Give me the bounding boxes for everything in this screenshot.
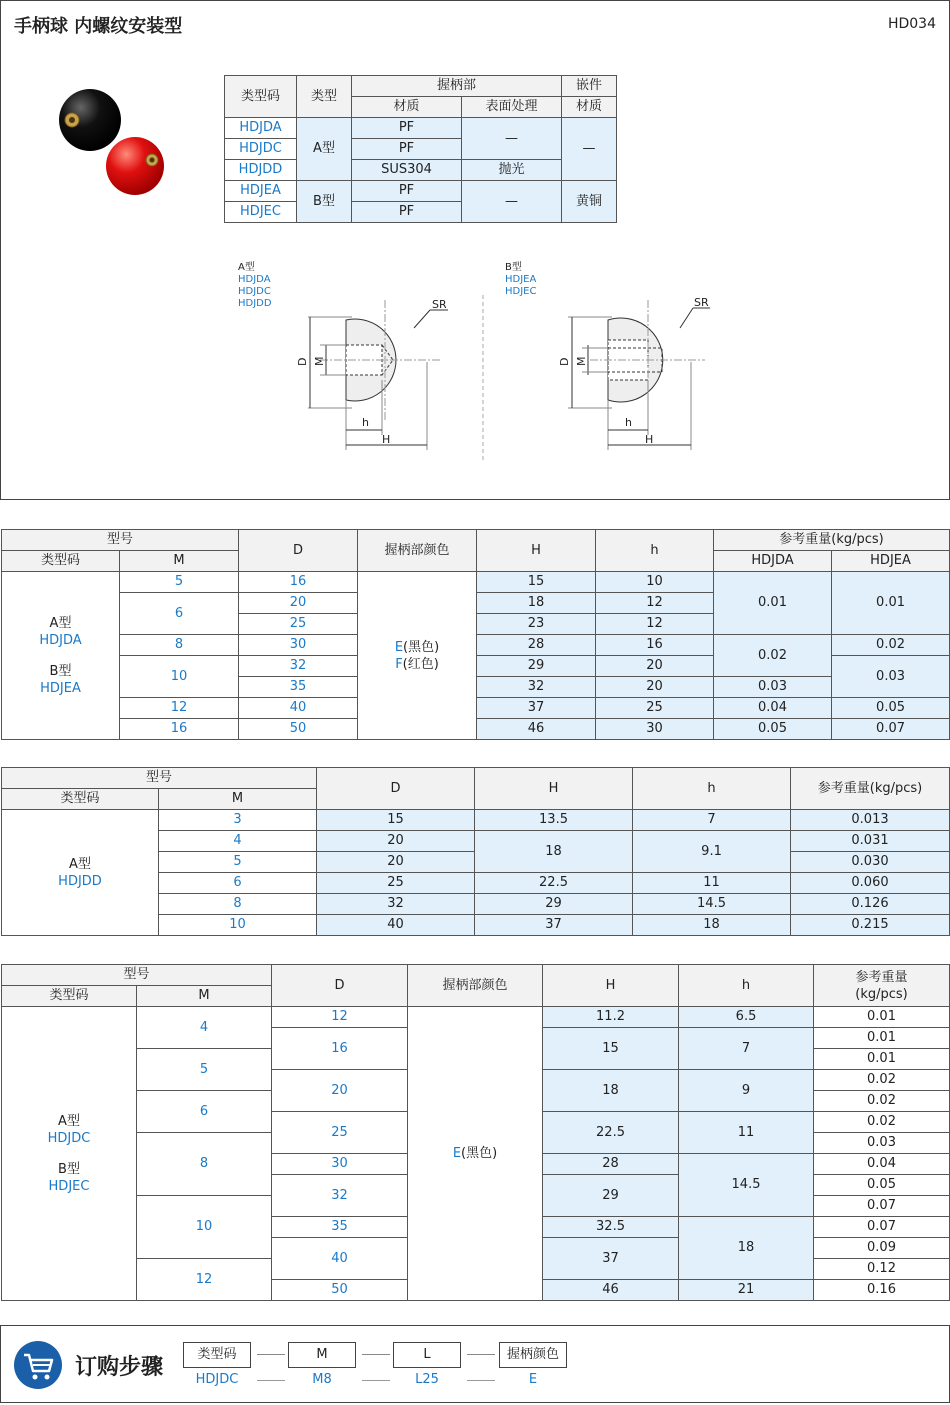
d-cell: 50 xyxy=(239,719,358,740)
m-cell: 3 xyxy=(159,810,317,831)
w2-cell: 0.03 xyxy=(832,656,950,698)
d-cell: 16 xyxy=(239,572,358,593)
w1-cell: 0.03 xyxy=(714,677,832,698)
h-cell: 21 xyxy=(679,1280,814,1301)
type-label: B型 xyxy=(58,1161,80,1177)
type-code: HDJDA xyxy=(39,632,82,648)
type-code: HDJDC xyxy=(47,1130,91,1146)
d-cell: 50 xyxy=(272,1280,408,1301)
w-cell: 0.12 xyxy=(814,1259,950,1280)
H-cell: 18 xyxy=(475,831,633,873)
col-weight-line: (kg/pcs) xyxy=(855,986,908,1002)
d-cell: 20 xyxy=(239,593,358,614)
d-cell: 32 xyxy=(317,894,475,915)
H-cell: 18 xyxy=(477,593,596,614)
h-cell: 16 xyxy=(596,635,714,656)
order-value-code: HDJDC xyxy=(195,1372,239,1387)
material-cell: PF xyxy=(352,202,462,223)
m-cell: 12 xyxy=(137,1259,272,1301)
col-type: 类型 xyxy=(297,76,352,118)
col-weight-line: 参考重量 xyxy=(855,969,908,985)
drawing-code: HDJDD xyxy=(238,298,272,309)
H-cell: 37 xyxy=(543,1238,679,1280)
h-cell: 9.1 xyxy=(633,831,791,873)
col-H: H xyxy=(477,530,596,572)
w-cell: 0.09 xyxy=(814,1238,950,1259)
h-cell: 14.5 xyxy=(633,894,791,915)
m-cell: 10 xyxy=(120,656,239,698)
order-box-code: 类型码 xyxy=(183,1342,251,1368)
label-sr: SR xyxy=(694,296,709,309)
H-cell: 18 xyxy=(543,1070,679,1112)
h-cell: 12 xyxy=(596,593,714,614)
material-cell: PF xyxy=(352,139,462,160)
w1-cell: 0.02 xyxy=(714,635,832,677)
page-id: HD034 xyxy=(887,16,936,32)
w-cell: 0.16 xyxy=(814,1280,950,1301)
col-weight: 参考重量(kg/pcs) xyxy=(791,768,950,810)
col-code: 类型码 xyxy=(2,789,159,810)
H-cell: 15 xyxy=(543,1028,679,1070)
product-photo xyxy=(50,82,180,202)
w2-cell: 0.07 xyxy=(832,719,950,740)
m-cell: 4 xyxy=(159,831,317,852)
h-cell: 18 xyxy=(679,1217,814,1280)
w2-cell: 0.02 xyxy=(832,635,950,656)
surface-cell: — xyxy=(462,181,562,223)
color-cell xyxy=(408,1007,543,1301)
d-cell: 25 xyxy=(272,1112,408,1154)
h-cell: 14.5 xyxy=(679,1154,814,1217)
col-d: D xyxy=(272,965,408,1007)
H-cell: 28 xyxy=(543,1154,679,1175)
type-code-cell xyxy=(2,1007,137,1301)
m-cell: 6 xyxy=(120,593,239,635)
order-separator xyxy=(362,1354,390,1355)
H-cell: 23 xyxy=(477,614,596,635)
drawing-code: HDJDC xyxy=(238,286,271,297)
color-text: (黑色) xyxy=(403,639,440,655)
col-material: 材质 xyxy=(352,97,462,118)
col-code: 类型码 xyxy=(225,76,297,118)
d-cell: 35 xyxy=(272,1217,408,1238)
col-insert: 嵌件 xyxy=(562,76,617,97)
w1-cell: 0.05 xyxy=(714,719,832,740)
color-text: (黑色) xyxy=(461,1145,498,1161)
m-cell: 5 xyxy=(159,852,317,873)
h-cell: 7 xyxy=(679,1028,814,1070)
type-cell: B型 xyxy=(297,181,352,223)
type-label: A型 xyxy=(49,615,72,631)
H-cell: 22.5 xyxy=(475,873,633,894)
order-box-l: L xyxy=(393,1342,461,1368)
w-cell: 0.04 xyxy=(814,1154,950,1175)
technical-drawing xyxy=(290,290,710,465)
cart-icon xyxy=(13,1340,63,1390)
order-separator xyxy=(362,1380,390,1381)
d-cell: 20 xyxy=(317,852,475,873)
w1-cell: 0.01 xyxy=(714,572,832,635)
type-code: HDJDD xyxy=(58,873,102,889)
col-model: 型号 xyxy=(2,530,239,551)
h-cell: 6.5 xyxy=(679,1007,814,1028)
col-color: 握柄部颜色 xyxy=(408,965,543,1007)
code-cell: HDJDA xyxy=(225,118,297,139)
m-cell: 8 xyxy=(120,635,239,656)
col-weight: 参考重量(kg/pcs) xyxy=(714,530,950,551)
col-H: H xyxy=(475,768,633,810)
order-separator xyxy=(257,1354,285,1355)
label-h: h xyxy=(362,416,369,429)
col-color: 握柄部颜色 xyxy=(358,530,477,572)
col-code: 类型码 xyxy=(2,551,120,572)
w-cell: 0.02 xyxy=(814,1091,950,1112)
drawing-a-legend xyxy=(238,262,272,310)
type-code: HDJEA xyxy=(40,680,81,696)
col-d: D xyxy=(317,768,475,810)
H-cell: 13.5 xyxy=(475,810,633,831)
h-cell: 10 xyxy=(596,572,714,593)
color-code: F xyxy=(395,656,403,672)
w-cell: 0.030 xyxy=(791,852,950,873)
h-cell: 20 xyxy=(596,677,714,698)
page-title: 手柄球 内螺纹安装型 xyxy=(14,16,183,37)
d-cell: 40 xyxy=(272,1238,408,1280)
order-separator xyxy=(467,1354,495,1355)
h-cell: 12 xyxy=(596,614,714,635)
w2-cell: 0.05 xyxy=(832,698,950,719)
col-m: M xyxy=(120,551,239,572)
order-value-color: E xyxy=(528,1372,538,1387)
w-cell: 0.013 xyxy=(791,810,950,831)
order-title: 订购步骤 xyxy=(75,1355,164,1380)
order-separator xyxy=(257,1380,285,1381)
m-cell: 5 xyxy=(120,572,239,593)
order-value-m: M8 xyxy=(312,1372,332,1387)
w-cell: 0.215 xyxy=(791,915,950,936)
w-cell: 0.02 xyxy=(814,1112,950,1133)
m-cell: 4 xyxy=(137,1007,272,1049)
type-cell: A型 xyxy=(297,118,352,181)
w-cell: 0.126 xyxy=(791,894,950,915)
H-cell: 37 xyxy=(475,915,633,936)
order-steps xyxy=(0,1325,950,1403)
color-code: E xyxy=(452,1145,462,1161)
h-cell: 25 xyxy=(596,698,714,719)
d-cell: 20 xyxy=(272,1070,408,1112)
label-m: M xyxy=(313,356,326,366)
label-sr: SR xyxy=(432,298,447,311)
h-cell: 18 xyxy=(633,915,791,936)
H-cell: 37 xyxy=(477,698,596,719)
surface-cell: — xyxy=(462,118,562,160)
code-cell: HDJEA xyxy=(225,181,297,202)
material-cell: SUS304 xyxy=(352,160,462,181)
d-cell: 30 xyxy=(272,1154,408,1175)
col-insert-material: 材质 xyxy=(562,97,617,118)
label-d: D xyxy=(558,357,571,366)
h-cell: 11 xyxy=(633,873,791,894)
col-h: h xyxy=(679,965,814,1007)
m-cell: 6 xyxy=(159,873,317,894)
h-cell: 20 xyxy=(596,656,714,677)
order-separator xyxy=(467,1380,495,1381)
col-h: h xyxy=(596,530,714,572)
col-m: M xyxy=(137,986,272,1007)
order-box-m: M xyxy=(288,1342,356,1368)
H-cell: 22.5 xyxy=(543,1112,679,1154)
type-code-cell xyxy=(2,572,120,740)
H-cell: 32 xyxy=(477,677,596,698)
H-cell: 32.5 xyxy=(543,1217,679,1238)
d-cell: 40 xyxy=(239,698,358,719)
col-h: h xyxy=(633,768,791,810)
type-code: HDJEC xyxy=(48,1178,90,1194)
col-model: 型号 xyxy=(2,768,317,789)
d-cell: 35 xyxy=(239,677,358,698)
drawing-code: HDJEA xyxy=(505,274,537,285)
material-cell: PF xyxy=(352,118,462,139)
m-cell: 6 xyxy=(137,1091,272,1133)
type-code-cell xyxy=(2,810,159,936)
drawing-b-title: B型 xyxy=(505,262,522,273)
insert-cell: 黄铜 xyxy=(562,181,617,223)
type-label: A型 xyxy=(69,856,91,872)
d-cell: 25 xyxy=(317,873,475,894)
d-cell: 32 xyxy=(272,1175,408,1217)
m-cell: 12 xyxy=(120,698,239,719)
color-code: E xyxy=(394,639,404,655)
order-box-color: 握柄颜色 xyxy=(499,1342,567,1368)
w-cell: 0.07 xyxy=(814,1196,950,1217)
col-grip: 握柄部 xyxy=(352,76,562,97)
d-cell: 15 xyxy=(317,810,475,831)
d-cell: 20 xyxy=(317,831,475,852)
h-cell: 30 xyxy=(596,719,714,740)
d-cell: 16 xyxy=(272,1028,408,1070)
w-cell: 0.01 xyxy=(814,1049,950,1070)
H-cell: 15 xyxy=(477,572,596,593)
w-cell: 0.060 xyxy=(791,873,950,894)
surface-cell: 抛光 xyxy=(462,160,562,181)
d-cell: 30 xyxy=(239,635,358,656)
m-cell: 8 xyxy=(159,894,317,915)
drawing-a-title: A型 xyxy=(238,262,255,273)
label-H: H xyxy=(382,433,391,446)
d-cell: 12 xyxy=(272,1007,408,1028)
col-H: H xyxy=(543,965,679,1007)
type-table xyxy=(224,75,617,223)
m-cell: 16 xyxy=(120,719,239,740)
red-knob xyxy=(106,137,164,195)
H-cell: 29 xyxy=(543,1175,679,1217)
code-cell: HDJDC xyxy=(225,139,297,160)
col-w2: HDJEA xyxy=(832,551,950,572)
w-cell: 0.05 xyxy=(814,1175,950,1196)
col-model: 型号 xyxy=(2,965,272,986)
label-m: M xyxy=(575,356,588,366)
insert-cell: — xyxy=(562,118,617,181)
type-label: A型 xyxy=(58,1113,80,1129)
d-cell: 25 xyxy=(239,614,358,635)
drawing-code: HDJDA xyxy=(238,274,271,285)
w-cell: 0.01 xyxy=(814,1007,950,1028)
m-cell: 10 xyxy=(137,1196,272,1259)
H-cell: 28 xyxy=(477,635,596,656)
w-cell: 0.031 xyxy=(791,831,950,852)
m-cell: 5 xyxy=(137,1049,272,1091)
color-cell xyxy=(358,572,477,740)
w-cell: 0.02 xyxy=(814,1070,950,1091)
w1-cell: 0.04 xyxy=(714,698,832,719)
color-text: (红色) xyxy=(402,656,439,672)
col-code: 类型码 xyxy=(2,986,137,1007)
label-d: D xyxy=(296,357,309,366)
order-value-l: L25 xyxy=(415,1372,439,1387)
col-w1: HDJDA xyxy=(714,551,832,572)
H-cell: 11.2 xyxy=(543,1007,679,1028)
type-label: B型 xyxy=(49,663,72,679)
code-cell: HDJDD xyxy=(225,160,297,181)
d-cell: 32 xyxy=(239,656,358,677)
m-cell: 8 xyxy=(137,1133,272,1196)
m-cell: 10 xyxy=(159,915,317,936)
col-d: D xyxy=(239,530,358,572)
col-m: M xyxy=(159,789,317,810)
w2-cell: 0.01 xyxy=(832,572,950,635)
col-weight xyxy=(814,965,950,1007)
H-cell: 46 xyxy=(477,719,596,740)
spec-table-3 xyxy=(1,964,950,1301)
w-cell: 0.07 xyxy=(814,1217,950,1238)
drawing-code: HDJEC xyxy=(505,286,537,297)
spec-table-1 xyxy=(1,529,950,740)
label-h: h xyxy=(625,416,632,429)
H-cell: 46 xyxy=(543,1280,679,1301)
w-cell: 0.01 xyxy=(814,1028,950,1049)
h-cell: 9 xyxy=(679,1070,814,1112)
h-cell: 11 xyxy=(679,1112,814,1154)
col-surface: 表面处理 xyxy=(462,97,562,118)
w-cell: 0.03 xyxy=(814,1133,950,1154)
material-cell: PF xyxy=(352,181,462,202)
code-cell: HDJEC xyxy=(225,202,297,223)
spec-table-2 xyxy=(1,767,950,936)
label-H: H xyxy=(645,433,654,446)
H-cell: 29 xyxy=(477,656,596,677)
d-cell: 40 xyxy=(317,915,475,936)
h-cell: 7 xyxy=(633,810,791,831)
H-cell: 29 xyxy=(475,894,633,915)
